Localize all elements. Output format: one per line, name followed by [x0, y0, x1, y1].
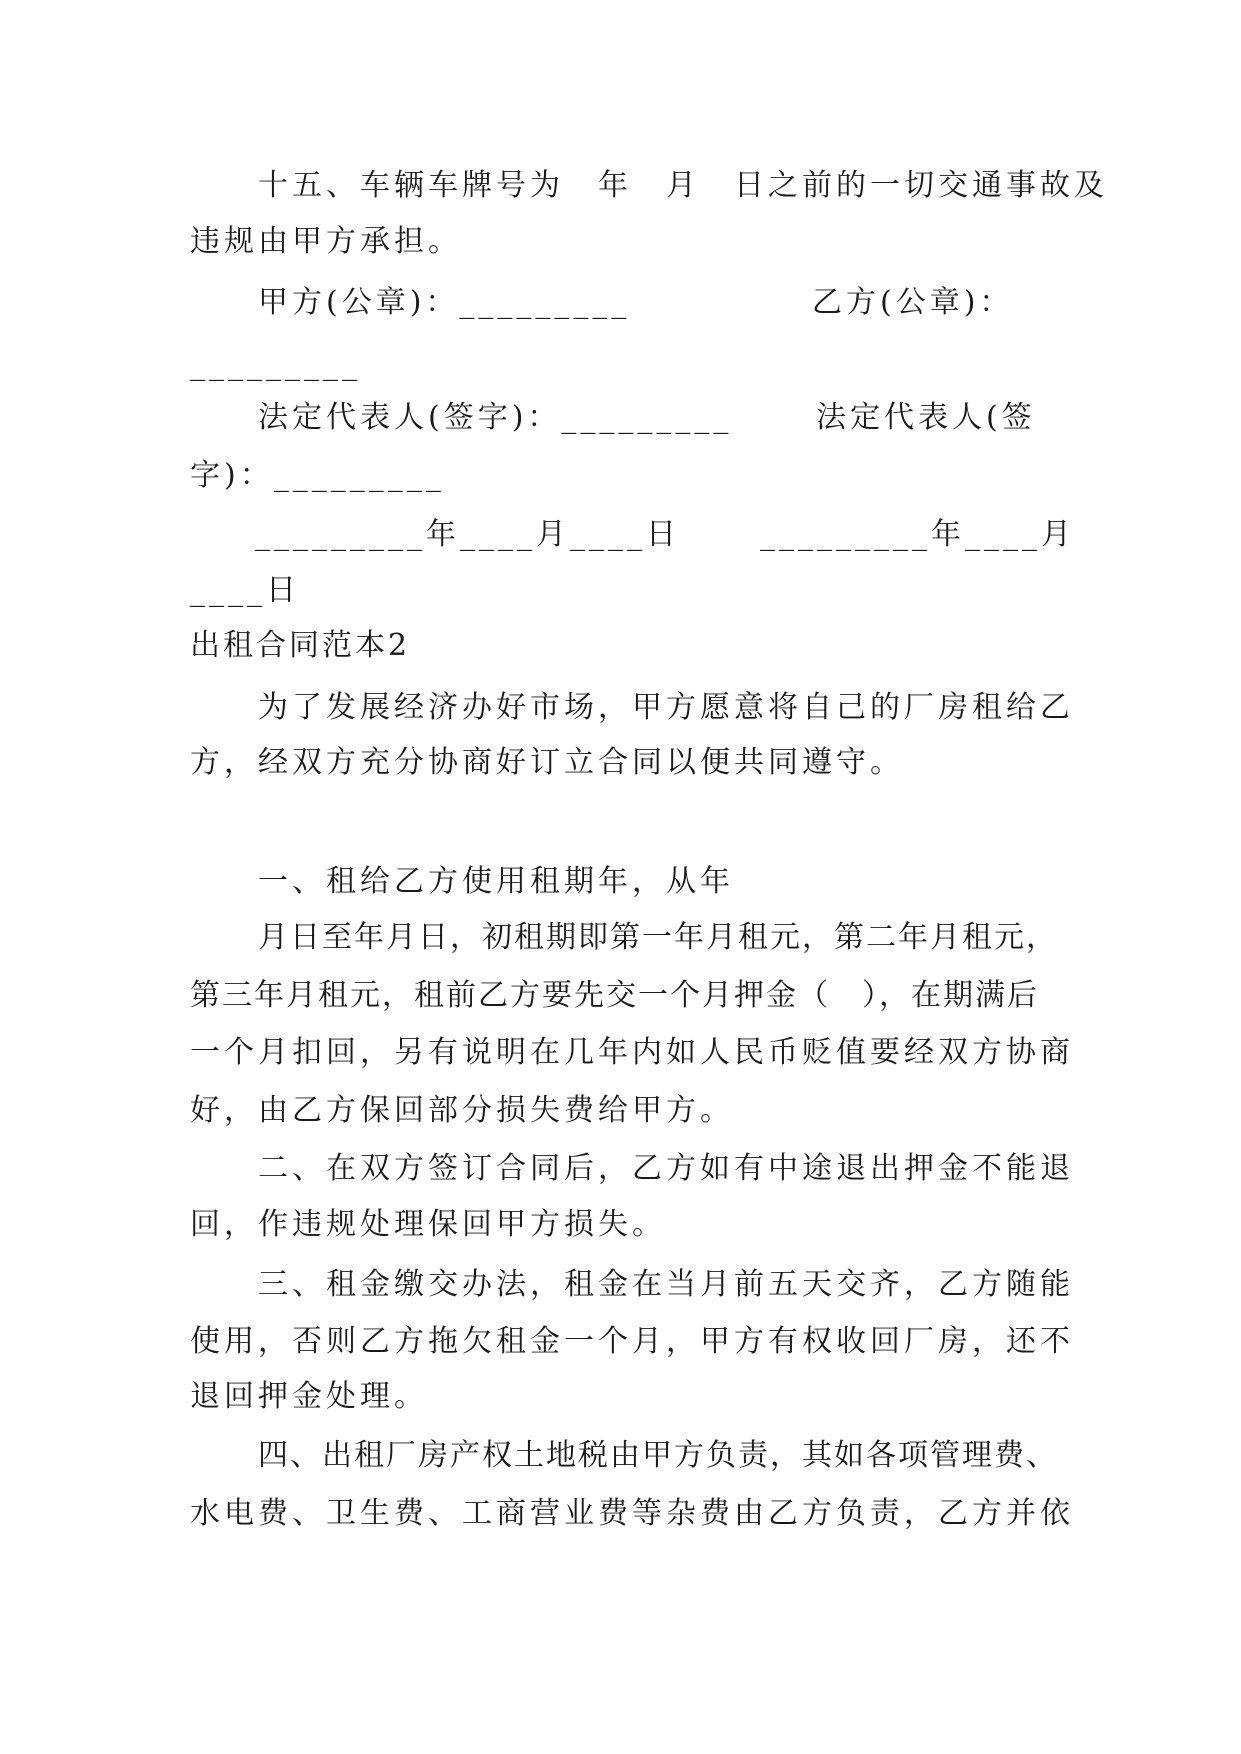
- section-title: 出租合同范本2: [190, 628, 411, 663]
- date-party-b-day: ____日: [190, 573, 300, 608]
- clause-1-line-2: 月日至年月日，初租期即第一年月租元，第二年月租元，: [258, 920, 1058, 955]
- party-b-seal-label: 乙方(公章)：: [812, 285, 1014, 320]
- party-a-seal-line: 甲方(公章)：_________: [258, 285, 631, 320]
- clause-3-line-1: 三、租金缴交办法，租金在当月前五天交齐，乙方随能: [258, 1267, 1074, 1302]
- party-b-representative-part-2: 字)：_________: [190, 458, 445, 493]
- clause-4-line-2: 水电费、卫生费、工商营业费等杂费由乙方负责，乙方并依: [190, 1496, 1074, 1531]
- clause-2-line-1: 二、在双方签订合同后，乙方如有中途退出押金不能退: [258, 1151, 1074, 1186]
- date-party-a: _________年____月____日: [255, 517, 680, 552]
- party-b-seal-blank: _________: [190, 347, 361, 382]
- intro-line-2: 方，经双方充分协商好订立合同以便共同遵守。: [190, 745, 904, 780]
- clause-3-line-2: 使用，否则乙方拖欠租金一个月，甲方有权收回厂房，还不: [190, 1324, 1074, 1359]
- party-a-representative-line: 法定代表人(签字)：_________: [258, 400, 733, 435]
- clause-1-line-5: 好，由乙方保回部分损失费给甲方。: [190, 1093, 734, 1128]
- clause-1-line-4: 一个月扣回，另有说明在几年内如人民币贬值要经双方协商: [190, 1035, 1074, 1070]
- clause-1-line-3: 第三年月租元，租前乙方要先交一个月押金（ ），在期满后: [190, 978, 1039, 1013]
- clause-1-line-1: 一、租给乙方使用租期年，从年: [258, 864, 734, 899]
- clause-15-line-1: 十五、车辆车牌号为 年 月 日之前的一切交通事故及: [258, 168, 1108, 203]
- clause-15-line-2: 违规由甲方承担。: [190, 224, 462, 259]
- clause-3-line-3: 退回押金处理。: [190, 1379, 428, 1414]
- party-b-representative-part-1: 法定代表人(签: [816, 400, 1036, 435]
- clause-4-line-1: 四、出租厂房产权土地税由甲方负责，其如各项管理费、: [258, 1438, 1058, 1473]
- intro-line-1: 为了发展经济办好市场，甲方愿意将自己的厂房租给乙: [258, 690, 1074, 725]
- date-party-b: _________年____月: [760, 517, 1075, 552]
- clause-2-line-2: 回，作违规处理保回甲方损失。: [190, 1207, 666, 1242]
